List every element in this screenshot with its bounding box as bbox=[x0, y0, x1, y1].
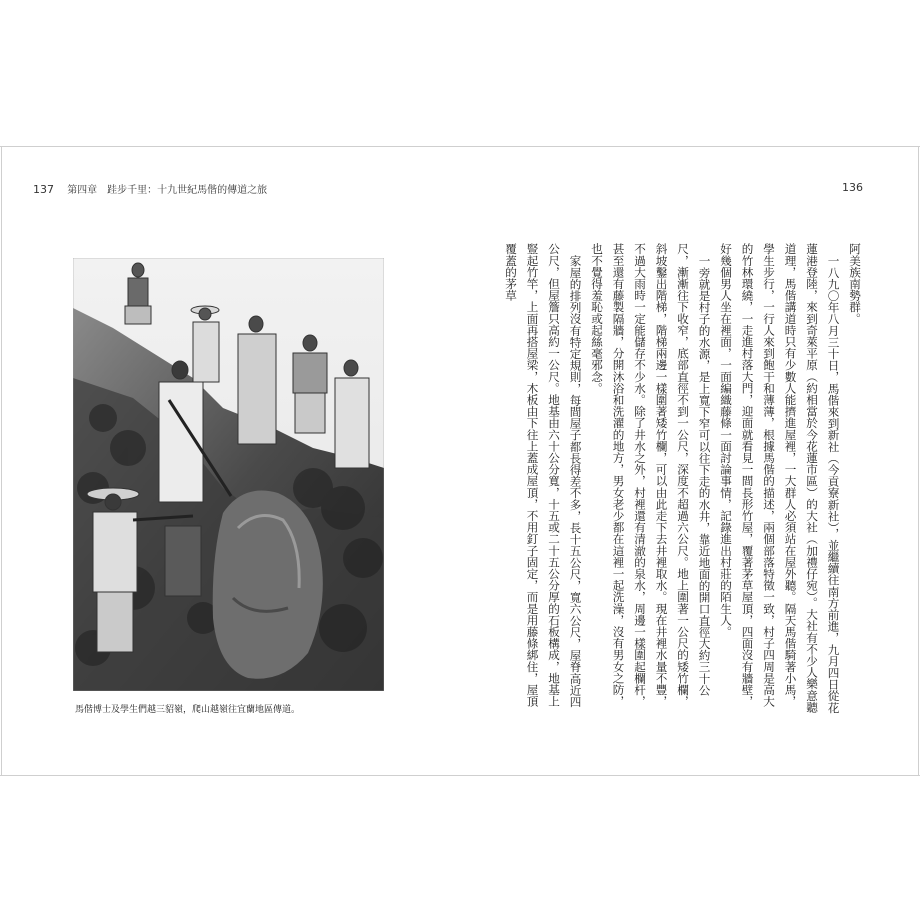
historical-photo bbox=[73, 258, 384, 691]
page-number-right: 136 bbox=[842, 181, 863, 194]
page-number-left: 137 bbox=[33, 183, 54, 196]
right-page bbox=[460, 147, 919, 775]
paragraph-4: 家屋的排列沒有特定規則，每間屋子都長得差不多，長十五公尺，寬六公尺，屋脊高近四公尺，但屋簷只高約一公尺。地基由六十公分寬，十五或二十五公分厚的石板構成，地基上豎起竹竿，上面再搭屋梁，木板由下往上蓋成屋頂，不用釘子固定，而是用藤條綁住，屋頂覆蓋的茅草 bbox=[504, 243, 583, 707]
paragraph-2: 一八九〇年八月三十日，馬偕來到新社（今貢寮新社），並繼續往南方前進，九月四日從花蓮港登陸，來到奇萊平原（約相當於今花蓮市區）的大社（加禮仔宛）。大社有不少人樂意聽道理，馬偕講道時只有少數人能擠進屋裡，一大群人必須站在屋外聽。隔天馬偕騎著小馬，學生步行，一行人來到飽干和薄薄，根據馬偕的描述，兩個部落特徵一致，村子四周是高大的竹林環繞，一走進村落大門，迎面就看見一間長形竹屋，覆著茅草屋頂，四面沒有牆壁，好幾個男人坐在裡面，一面編織藤條一面討論事情，記錄進出村莊的陌生人。 bbox=[719, 243, 841, 713]
vertical-body-text bbox=[500, 243, 866, 713]
book-spread bbox=[0, 146, 920, 776]
figure-caption: 馬偕博士及學生們越三貂嶺，爬山越嶺往宜蘭地區傳道。 bbox=[75, 705, 301, 715]
paragraph-3: 一旁就是村子的水源，是上寬下窄可以往下走的水井，靠近地面的開口直徑大約三十公尺，漸漸往下收窄，底部直徑不到一公尺，深度不超過六公尺。地上圍著一公尺的矮竹欄，斜坡鑿出階梯，階梯兩邊一樣圍著矮竹欄，可以由此走下去井裡取水。現在井裡水量不豐，不過大雨時一定能儲存不少水。除了井水之外，村裡還有清澈的泉水，周邊一樣圍起欄杆，甚至還有藤製隔牆，分開沐浴和洗濯的地方，男女老少都在這裡一起洗澡，沒有男女之防，也不覺得羞恥或起絲毫邪念。 bbox=[590, 243, 712, 707]
running-header bbox=[33, 181, 267, 196]
left-page bbox=[1, 147, 461, 775]
chapter-title: 第四章 跬步千里：十九世紀馬偕的傳道之旅 bbox=[67, 185, 268, 196]
paragraph-1: 阿美族南勢群。 bbox=[848, 243, 862, 325]
